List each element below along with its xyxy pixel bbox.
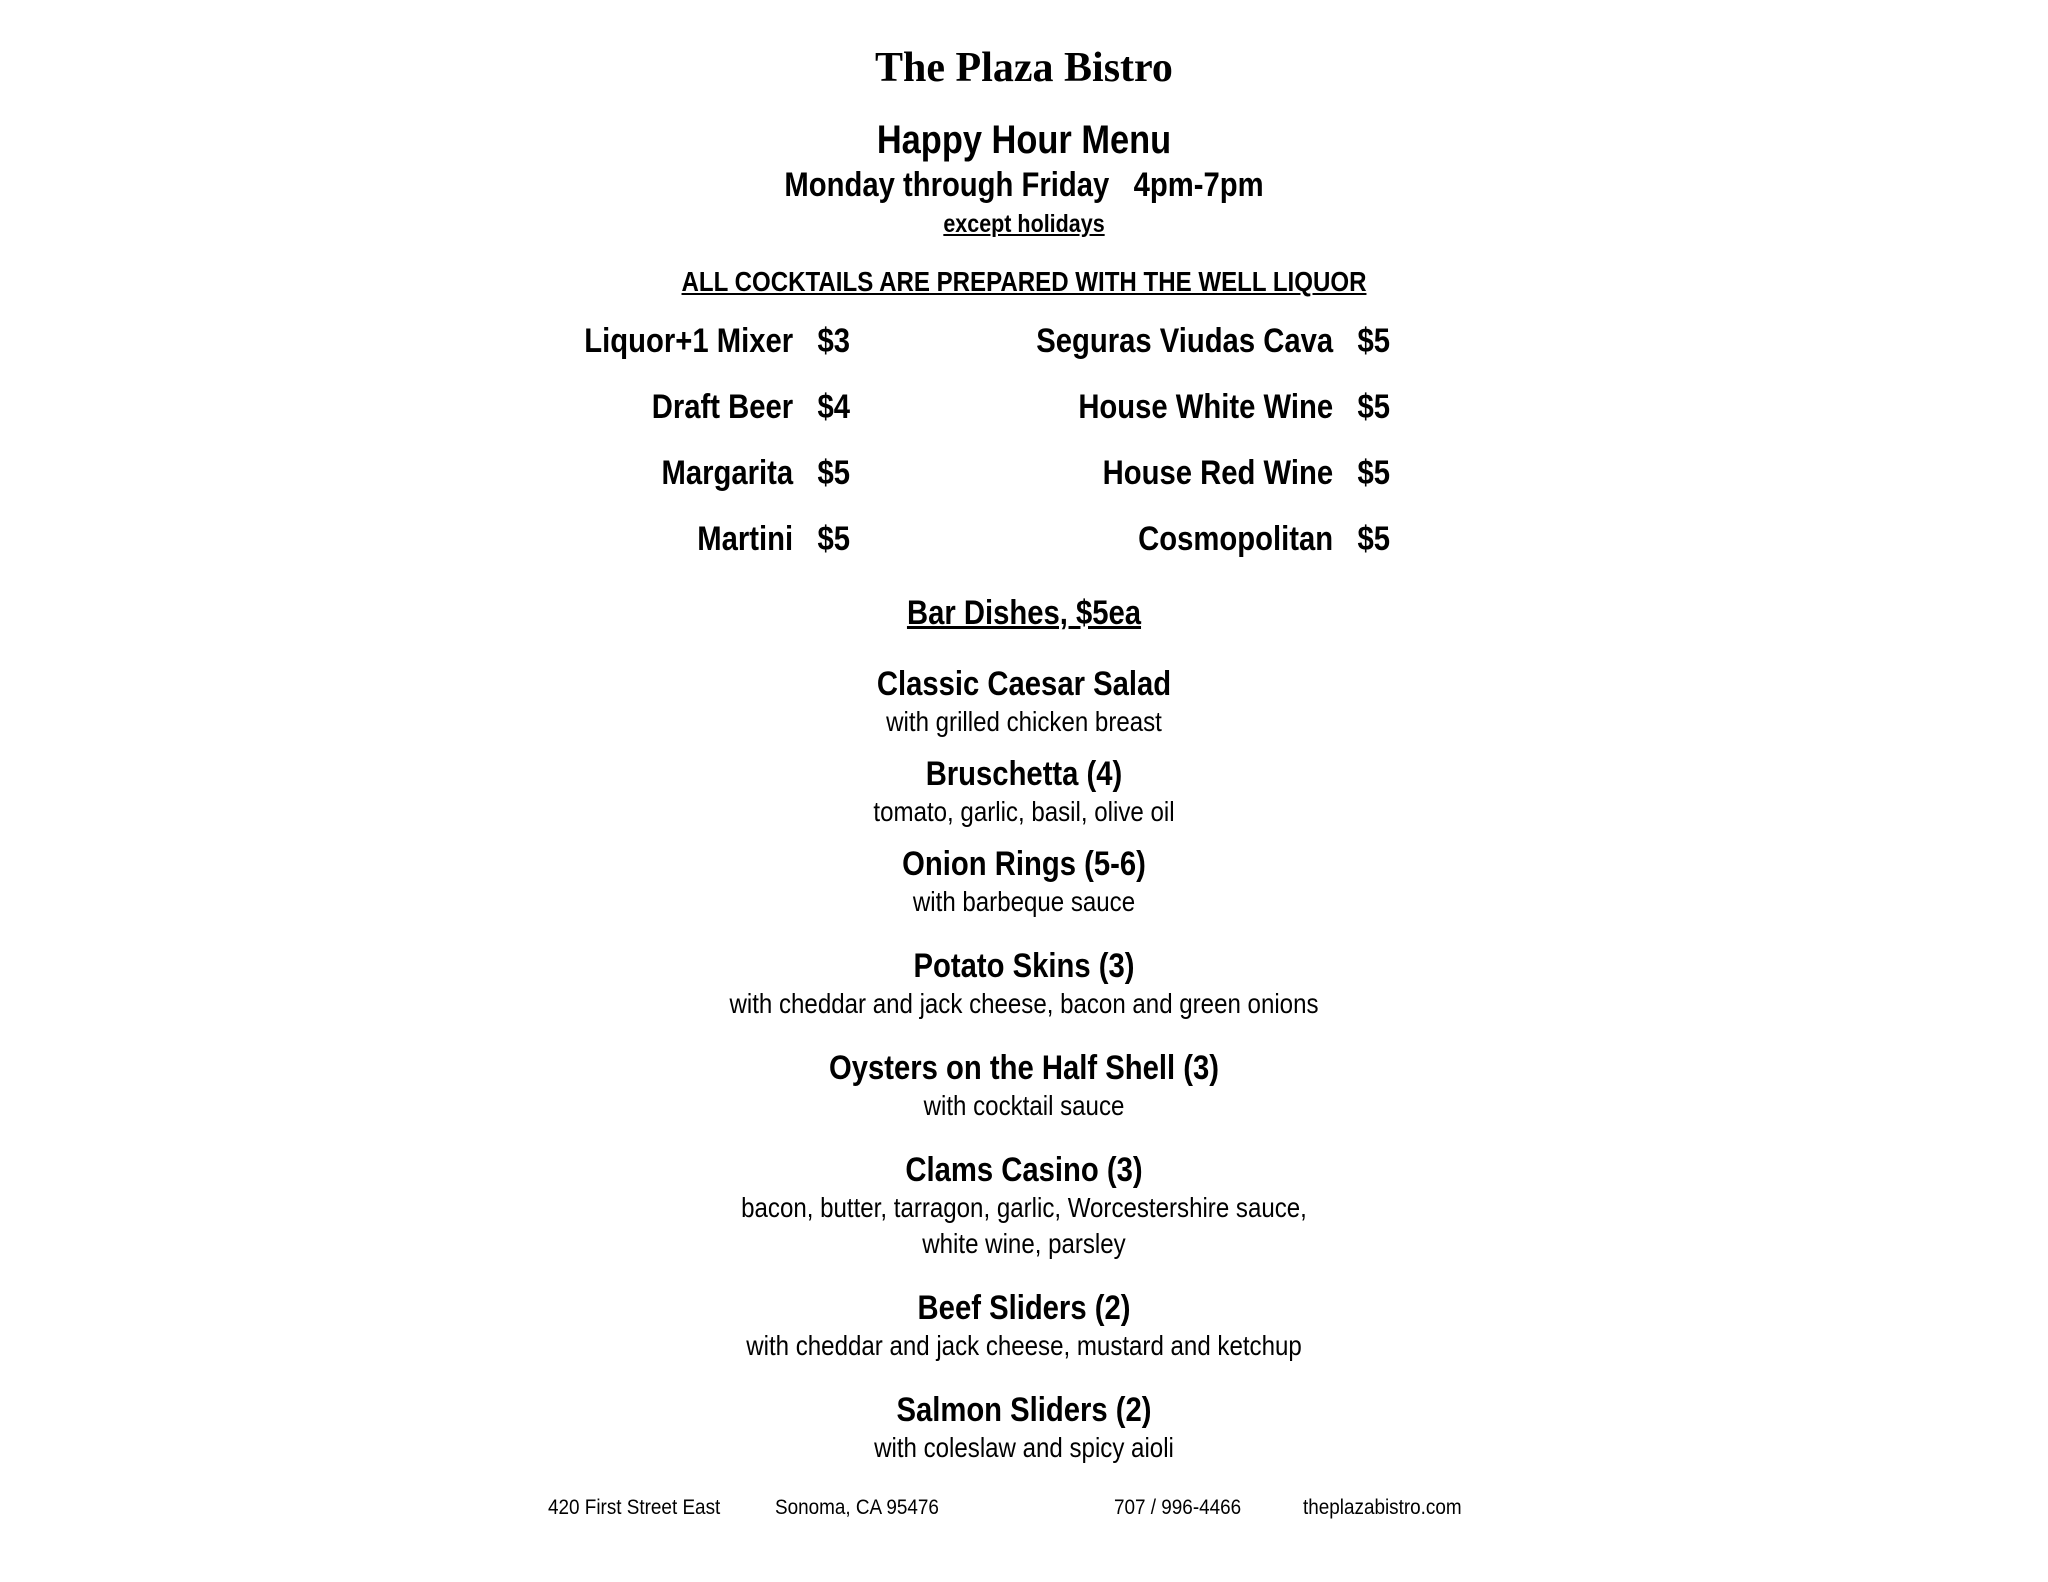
- dish-name: Onion Rings (5-6): [902, 845, 1146, 883]
- dish-name: Classic Caesar Salad: [876, 665, 1172, 703]
- happy-hour-times: Monday through Friday 4pm-7pm: [784, 166, 1264, 204]
- drinks-left-column: [480, 322, 850, 586]
- dish-name: Beef Sliders (2): [917, 1289, 1131, 1327]
- well-liquor-note: ALL COCKTAILS ARE PREPARED WITH THE WELL LIQUOR: [681, 266, 1367, 297]
- drink-item: House Red Wine $5: [1102, 454, 1390, 492]
- footer-phone: 707 / 996-4466: [1114, 1496, 1242, 1519]
- dish-item: [0, 844, 2048, 920]
- footer-website: theplazabistro.com: [1303, 1496, 1462, 1519]
- drinks-right-column: [960, 322, 1390, 586]
- dish-name: Oysters on the Half Shell (3): [829, 1049, 1219, 1087]
- dish-description: with cheddar and jack cheese, mustard and ketchup: [746, 1330, 1302, 1361]
- dish-name: Salmon Sliders (2): [896, 1391, 1152, 1429]
- dish-description: with cheddar and jack cheese, bacon and green onions: [729, 988, 1319, 1019]
- dish-name: Potato Skins (3): [913, 947, 1135, 985]
- dish-item: [0, 1150, 2048, 1262]
- dish-description: with barbeque sauce: [912, 886, 1136, 917]
- drink-item: Martini $5: [697, 520, 850, 558]
- drink-item: Liquor+1 Mixer $3: [584, 322, 850, 360]
- drink-item: Seguras Viudas Cava $5: [1036, 322, 1390, 360]
- dish-item: [0, 1288, 2048, 1364]
- menu-title: Happy Hour Menu: [876, 118, 1172, 162]
- dish-description: with grilled chicken breast: [886, 706, 1162, 737]
- dish-description: bacon, butter, tarragon, garlic, Worcestershire sauce,: [741, 1192, 1307, 1223]
- dish-description: with cocktail sauce: [923, 1090, 1125, 1121]
- footer-city: Sonoma, CA 95476: [775, 1496, 939, 1519]
- dish-name: Bruschetta (4): [925, 755, 1123, 793]
- drink-item: Cosmopolitan $5: [1138, 520, 1390, 558]
- dish-item: [0, 754, 2048, 830]
- drink-item: Margarita $5: [661, 454, 850, 492]
- dish-name: Clams Casino (3): [905, 1151, 1143, 1189]
- dish-item: [0, 664, 2048, 740]
- dish-description: tomato, garlic, basil, olive oil: [873, 796, 1175, 827]
- drink-item: House White Wine $5: [1078, 388, 1390, 426]
- dish-description: white wine, parsley: [922, 1228, 1126, 1259]
- dish-description: with coleslaw and spicy aioli: [874, 1432, 1174, 1463]
- drink-item: Draft Beer $4: [651, 388, 850, 426]
- dish-item: [0, 1048, 2048, 1124]
- holiday-exception-note: except holidays: [943, 210, 1105, 238]
- footer-address: 420 First Street East: [548, 1496, 721, 1519]
- dish-item: [0, 946, 2048, 1022]
- restaurant-name: The Plaza Bistro: [875, 45, 1173, 91]
- dish-item: [0, 1390, 2048, 1466]
- bar-dishes-heading: Bar Dishes, $5ea: [906, 594, 1142, 632]
